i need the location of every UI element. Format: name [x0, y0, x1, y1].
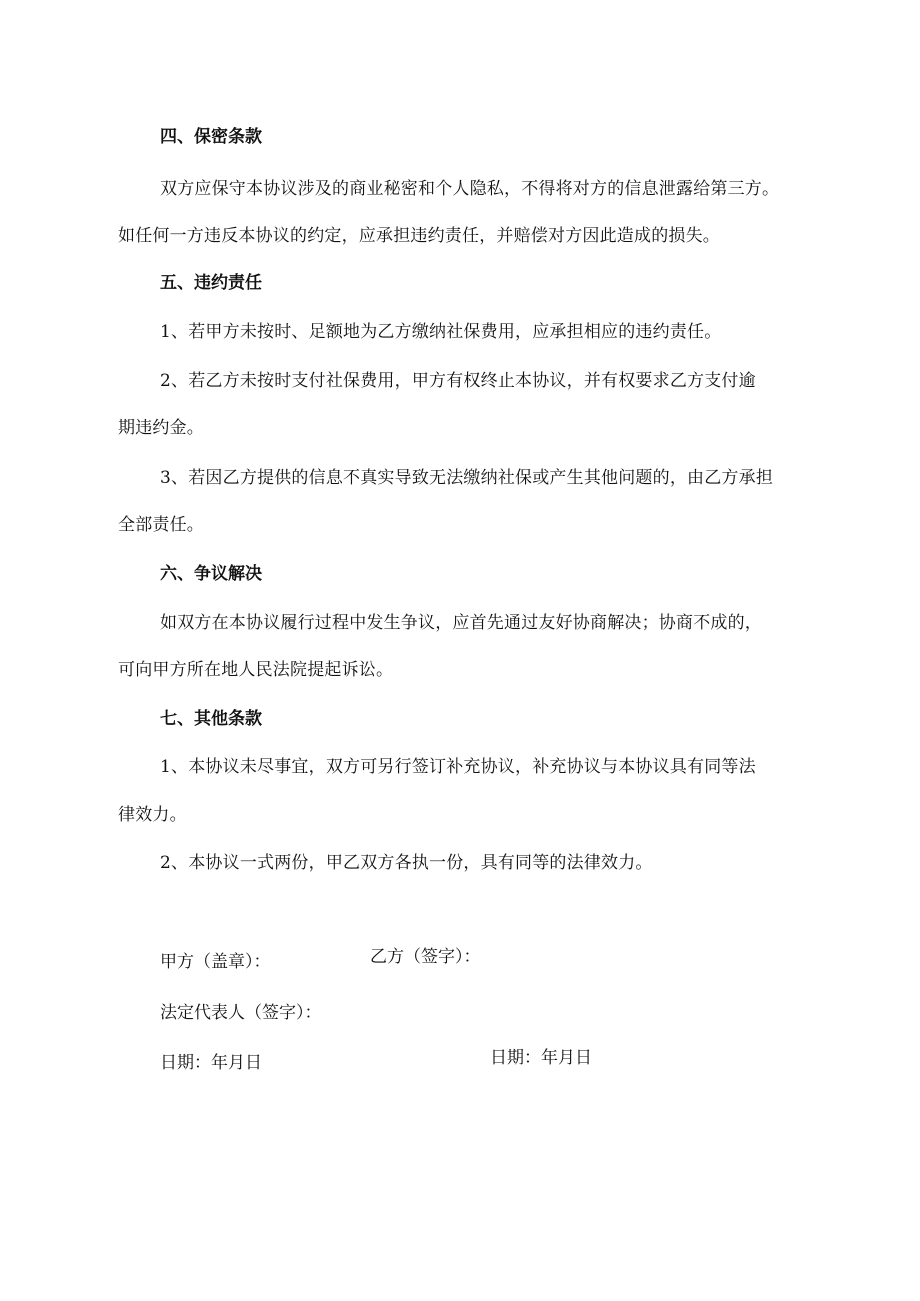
section-4-title: 四、保密条款 — [160, 127, 262, 147]
section-7-item-1-line-2: 律效力。 — [118, 805, 187, 825]
section-7-item-1-line-1: 1、本协议未尽事宜，双方可另行签订补充协议，补充协议与本协议具有同等法 — [160, 757, 756, 777]
section-6-paragraph-line-1: 如双方在本协议履行过程中发生争议，应首先通过友好协商解决；协商不成的， — [160, 613, 762, 633]
section-7-item-2: 2、本协议一式两份，甲乙双方各执一份，具有同等的法律效力。 — [160, 853, 653, 873]
legal-representative-signature-label: 法定代表人（签字）： — [160, 1003, 322, 1023]
party-b-date-label: 日期：年月日 — [490, 1048, 592, 1068]
section-4-paragraph-line-1: 双方应保守本协议涉及的商业秘密和个人隐私，不得将对方的信息泄露给第三方。 — [160, 179, 780, 199]
section-5-title: 五、违约责任 — [160, 273, 262, 293]
section-5-item-2-line-2: 期违约金。 — [118, 418, 204, 438]
section-5-item-2-line-1: 2、若乙方未按时支付社保费用，甲方有权终止本协议，并有权要求乙方支付逾 — [160, 371, 756, 391]
section-5-item-1: 1、若甲方未按时、足额地为乙方缴纳社保费用，应承担相应的违约责任。 — [160, 322, 722, 342]
party-a-date-label: 日期：年月日 — [160, 1053, 262, 1073]
party-a-seal-label: 甲方（盖章）： — [160, 952, 271, 972]
section-6-paragraph-line-2: 可向甲方所在地人民法院提起诉讼。 — [118, 660, 394, 680]
section-5-item-3-line-1: 3、若因乙方提供的信息不真实导致无法缴纳社保或产生其他问题的，由乙方承担 — [160, 468, 774, 488]
section-7-title: 七、其他条款 — [160, 709, 262, 729]
party-b-signature-label: 乙方（签字）： — [370, 947, 481, 967]
section-5-item-3-line-2: 全部责任。 — [118, 515, 204, 535]
section-4-paragraph-line-2: 如任何一方违反本协议的约定，应承担违约责任，并赔偿对方因此造成的损失。 — [118, 226, 720, 246]
section-6-title: 六、争议解决 — [160, 564, 262, 584]
